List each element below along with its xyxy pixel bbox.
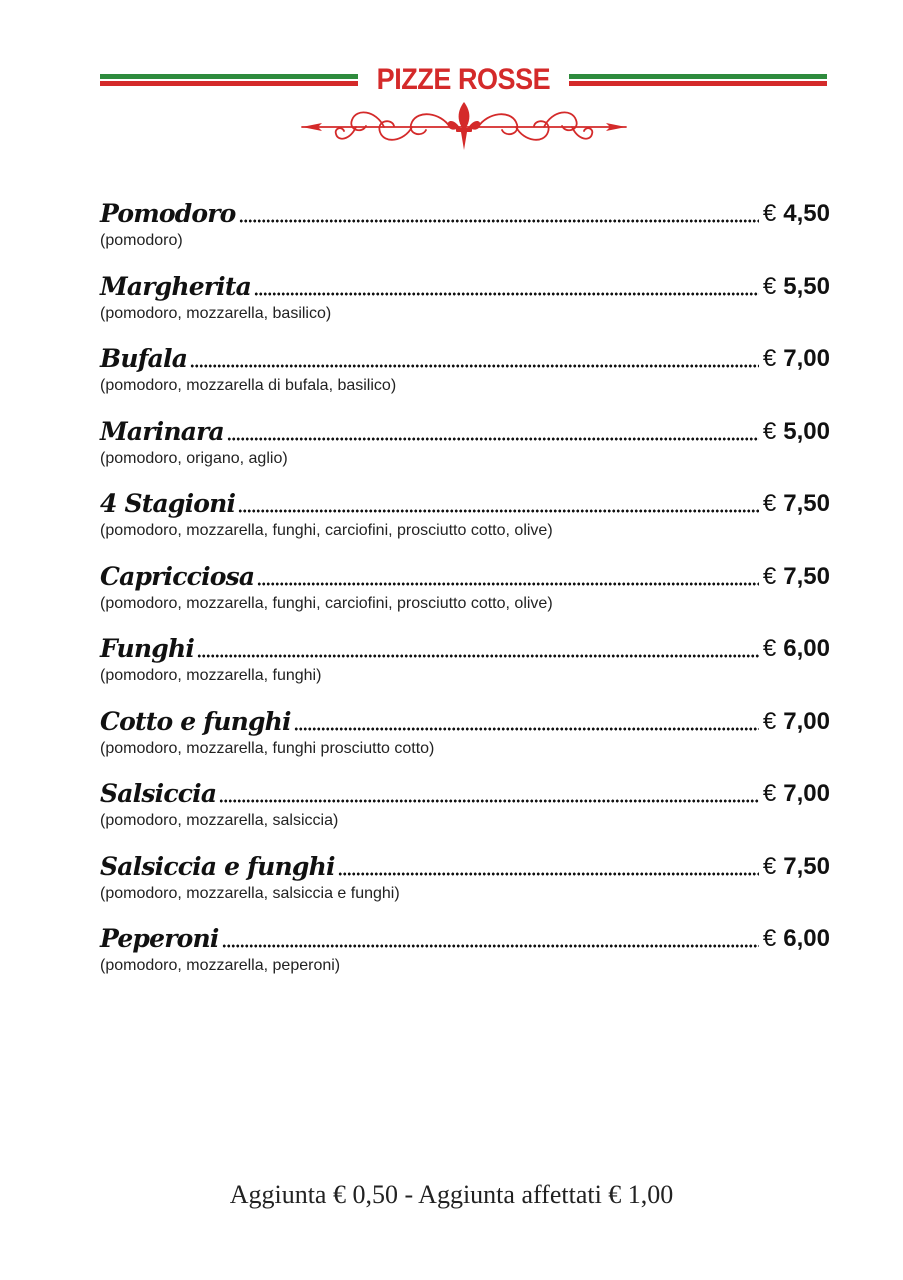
item-description: (pomodoro, mozzarella, peperoni) — [100, 957, 341, 974]
menu-item — [100, 558, 830, 631]
item-description: (pomodoro, origano, aglio) — [100, 449, 288, 467]
currency-symbol: € — [762, 272, 777, 300]
item-price: € 7,00 — [762, 707, 830, 735]
item-description: (pomodoro, mozzarella, basilico) — [100, 304, 332, 322]
tricolor-stripes-left — [100, 73, 358, 87]
menu-item — [100, 848, 830, 921]
menu-item — [100, 775, 830, 848]
item-price: € 5,50 — [762, 272, 830, 300]
menu-item — [100, 195, 830, 268]
menu-item — [100, 340, 830, 413]
menu-item — [100, 485, 830, 558]
currency-symbol: € — [762, 852, 777, 880]
currency-symbol: € — [762, 635, 777, 662]
item-price: € 7,00 — [762, 345, 830, 372]
item-name: Cotto e funghi — [100, 706, 291, 736]
menu-item — [100, 703, 830, 776]
menu-header — [100, 60, 827, 160]
dot-leader — [294, 727, 759, 731]
dot-leader — [239, 219, 759, 223]
tricolor-stripes-right — [569, 73, 827, 87]
menu-item — [100, 630, 830, 703]
dot-leader — [238, 509, 759, 513]
fleur-de-lis-flourish-icon — [300, 98, 628, 156]
dot-leader — [257, 582, 759, 586]
item-description: (pomodoro, mozzarella, salsiccia) — [100, 812, 339, 829]
item-price: € 7,50 — [762, 852, 830, 880]
item-description: (pomodoro, mozzarella, funghi, carciofini, prosciutto cotto, olive) — [100, 594, 553, 612]
dot-leader — [197, 654, 759, 658]
currency-symbol: € — [762, 345, 777, 372]
green-stripe — [569, 74, 827, 79]
item-description: (pomodoro, mozzarella, salsiccia e funghi) — [100, 884, 400, 902]
footer-extras-note: Aggiunta € 0,50 - Aggiunta affettati € 1,00 — [229, 1180, 674, 1209]
item-description: (pomodoro, mozzarella di bufala, basilico) — [100, 377, 397, 394]
currency-symbol: € — [762, 417, 777, 445]
item-price: € 7,50 — [762, 490, 830, 517]
page-title: PIZZE ROSSE — [376, 63, 551, 96]
pizza-menu-list — [100, 195, 830, 993]
dot-leader — [227, 437, 759, 441]
currency-symbol: € — [762, 200, 777, 227]
currency-symbol: € — [762, 490, 777, 517]
menu-item — [100, 920, 830, 993]
currency-symbol: € — [762, 562, 777, 590]
item-price: € 7,00 — [762, 780, 830, 807]
dot-leader — [254, 292, 759, 296]
menu-item — [100, 268, 830, 341]
dot-leader — [338, 872, 759, 876]
item-price: € 4,50 — [762, 200, 830, 227]
currency-symbol: € — [762, 707, 777, 735]
menu-item — [100, 413, 830, 486]
green-stripe — [100, 74, 358, 79]
dot-leader — [190, 364, 759, 368]
dot-leader — [222, 944, 759, 948]
item-price: € 6,00 — [762, 635, 830, 662]
item-price: € 6,00 — [762, 925, 830, 952]
item-name: Pomodoro — [100, 199, 236, 228]
item-description: (pomodoro, mozzarella, funghi) — [100, 667, 322, 684]
red-stripe — [569, 81, 827, 86]
item-name: Salsiccia e funghi — [100, 851, 335, 881]
item-description: (pomodoro, mozzarella, funghi, carciofini, prosciutto cotto, olive) — [100, 522, 553, 539]
title-row — [100, 60, 827, 100]
item-name: 4 Stagioni — [100, 489, 236, 518]
red-stripe — [100, 81, 358, 86]
dot-leader — [219, 799, 759, 803]
item-price: € 7,50 — [762, 562, 830, 590]
item-description: (pomodoro) — [100, 232, 183, 249]
item-price: € 5,00 — [762, 417, 830, 445]
currency-symbol: € — [762, 780, 777, 807]
item-name: Salsiccia — [100, 779, 217, 808]
item-name: Capricciosa — [100, 561, 255, 591]
item-description: (pomodoro, mozzarella, funghi prosciutto cotto) — [100, 739, 435, 757]
item-name: Bufala — [100, 344, 188, 373]
item-name: Peperoni — [100, 924, 219, 953]
item-name: Funghi — [100, 634, 195, 663]
item-name: Margherita — [100, 271, 252, 301]
item-name: Marinara — [100, 416, 224, 446]
currency-symbol: € — [762, 925, 777, 952]
